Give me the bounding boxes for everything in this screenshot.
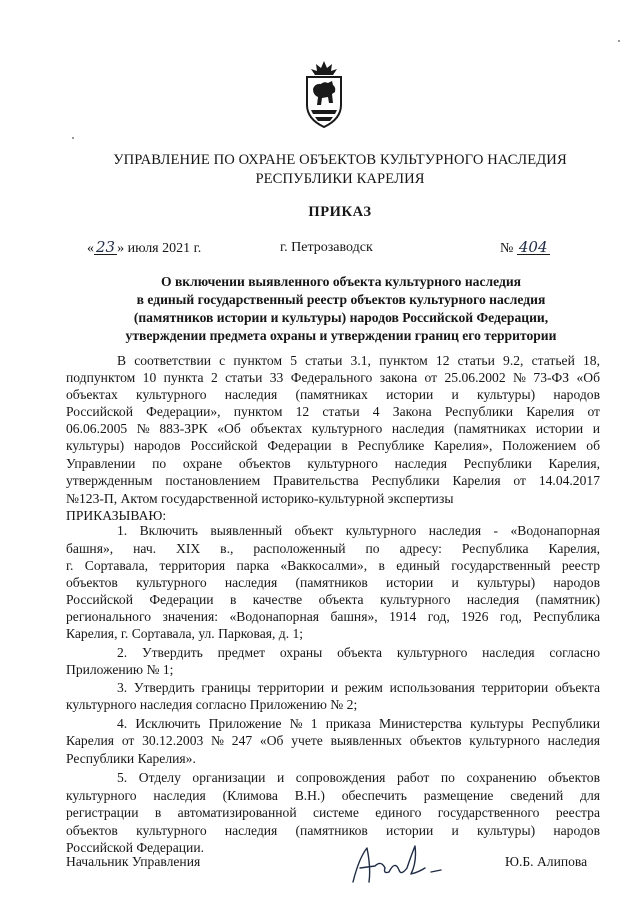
body-line: Республики Карелия». xyxy=(66,751,196,766)
org-name-line1: УПРАВЛЕНИЕ ПО ОХРАНЕ ОБЪЕКТОВ КУЛЬТУРНОГО НАСЛЕДИЯ xyxy=(113,152,567,168)
body-line: регионального значения: «Водонапорная башня», 1914 год, 1926 год, Республика xyxy=(66,609,600,624)
body-line: Карелия от 30.12.2003 № 247 «Об учете выявленных объектов культурного наследия xyxy=(66,733,600,748)
order-number xyxy=(500,240,550,257)
body-line: Управлении по охране объектов культурного наследия Республики Карелия, xyxy=(66,456,600,471)
signatory-position: Начальник Управления xyxy=(66,854,201,869)
body-line: №123-П, Актом государственной историко-культурной экспертизы xyxy=(66,491,454,506)
org-name-line2: РЕСПУБЛИКИ КАРЕЛИЯ xyxy=(255,171,425,187)
body-line: ПРИКАЗЫВАЮ: xyxy=(66,508,167,523)
body-line: башня», нач. XIX в., расположенный по адресу: Республика Карелия, xyxy=(66,541,600,556)
order-title-line: (памятников истории и культуры) народов Российской Федерации, xyxy=(133,310,549,325)
date-rest: » июля 2021 г. xyxy=(117,241,202,256)
body-line: 06.06.2005 № 883-ЗРК «Об объектах культурного наследия (памятниках истории и xyxy=(66,421,600,436)
order-date xyxy=(87,240,201,257)
body-line: регистрации в автоматизированной системе единого государственного реестра xyxy=(66,805,600,820)
body-line: 1. Включить выявленный объект культурного наследия - «Водонапорная xyxy=(117,523,600,538)
body-line: г. Сортавала, территория парка «Ваккосалми», в единый государственный реестр xyxy=(66,558,600,573)
body-line: объектов культурного наследия (памятников истории и культуры) народов xyxy=(66,823,600,838)
number-prefix: № xyxy=(500,241,514,256)
body-line: Российской Федерации», пунктом 12 статьи 4 Закона Республики Карелия от xyxy=(66,404,600,419)
body-line: 5. Отделу организации и сопровождения работ по сохранению объектов xyxy=(117,770,600,785)
number-value: 404 xyxy=(518,238,548,256)
signatory-name: Ю.Б. Алипова xyxy=(505,854,588,869)
scan-speck xyxy=(72,137,74,139)
body-line: Карелия, г. Сортавала, ул. Парковая, д. 1; xyxy=(66,626,304,641)
scan-speck xyxy=(618,40,620,42)
body-line: Российской Федерации. xyxy=(66,840,204,855)
body-line: 4. Исключить Приложение № 1 приказа Министерства культуры Республики xyxy=(117,716,600,731)
date-day: 23 xyxy=(96,238,116,256)
body-line: В соответствии с пунктом 5 статьи 3.1, пунктом 12 статьи 9.2, статьей 18, xyxy=(117,353,600,368)
handwritten-signature xyxy=(345,838,455,890)
body-line: Российской Федерации в качестве объекта культурного наследия (памятник) xyxy=(66,592,600,607)
order-title-line: О включении выявленного объекта культурного наследия xyxy=(160,274,522,289)
order-city: г. Петрозаводск xyxy=(280,240,373,255)
body-line: культуры) народов Российской Федерации в Республике Карелия», Положением об xyxy=(66,438,600,453)
order-title-line: утверждении предмета охраны и утверждении границ его территории xyxy=(125,328,557,343)
body-line: объектов культурного наследия (памятников истории и культуры) народов xyxy=(66,575,600,590)
date-open: « xyxy=(87,241,94,256)
body-line: культурного наследия согласно Приложению № 2; xyxy=(66,697,358,712)
body-line: 2. Утвердить предмет охраны объекта культурного наследия согласно xyxy=(117,645,600,660)
body-line: объектах культурного наследия (памятниках истории и культуры) народов xyxy=(66,387,600,402)
body-line: подпунктом 10 пункта 2 статьи 33 Федерального закона от 25.06.2002 № 73-ФЗ «Об xyxy=(66,370,600,385)
coat-of-arms-icon xyxy=(302,59,346,129)
body-line: утвержденным постановлением Правительства Республики Карелия от 14.04.2017 xyxy=(66,473,600,488)
body-line: Приложению № 1; xyxy=(66,662,174,677)
body-line: 3. Утвердить границы территории и режим использования территории объекта xyxy=(117,680,600,695)
order-title-line: в единый государственный реестр объектов культурного наследия xyxy=(136,292,546,307)
body-line: культурного наследия (Климова В.Н.) обеспечить размещение сведений для xyxy=(66,788,600,803)
doc-type: ПРИКАЗ xyxy=(308,204,372,220)
